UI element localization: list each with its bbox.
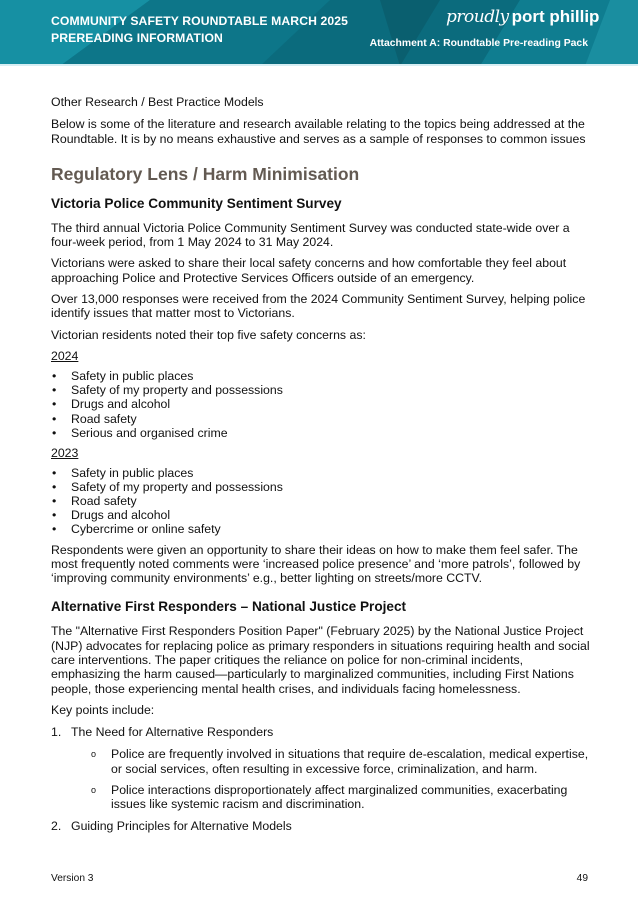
- year-heading-2023: 2023: [51, 445, 79, 460]
- sub-points-list: [71, 747, 591, 811]
- bullet-icon: •: [52, 466, 57, 481]
- survey-paragraph-4: Victorian residents noted their top five safety concerns as:: [51, 327, 366, 342]
- bullet-icon: •: [52, 494, 57, 509]
- document-title: [51, 13, 348, 47]
- njp-heading: Alternative First Responders – National Justice Project: [51, 599, 407, 615]
- njp-paragraph: The "Alternative First Responders Position Paper" (February 2025) by the National Justice Project (NJP) advocates for replacing police as primary responders in situations requiring health and social care interventions. The paper critiques the reliance on police for non-criminal incidents, emphasizing the harm caused—particularly to marginalized communities, including First Nations people, those experiencing mental health crises, and individuals facing homelessness.: [51, 624, 590, 696]
- concerns-list-2023: [51, 466, 591, 536]
- page-content: [51, 95, 591, 840]
- key-points-label: Key points include:: [51, 702, 155, 717]
- list-number: 1.: [51, 725, 62, 740]
- survey-paragraph-2: Victorians were asked to share their local safety concerns and how comfortable they feel about approaching Police and Protective Services Officers outside of an emergency.: [51, 256, 567, 285]
- bullet-icon: •: [52, 397, 57, 412]
- key-points-list: [51, 725, 591, 833]
- survey-paragraph-3: Over 13,000 responses were received from the 2024 Community Sentiment Survey, helping police identify issues that matter most to Victorians.: [51, 292, 586, 321]
- title-line-2: PREREADING INFORMATION: [51, 31, 223, 45]
- list-number: 2.: [51, 818, 62, 833]
- list-item: • Safety in public places: [52, 466, 194, 481]
- attachment-label: Attachment A: Roundtable Pre-reading Pack: [369, 38, 588, 49]
- bullet-icon: •: [52, 508, 57, 523]
- logo-bold-text: port phillip: [511, 7, 600, 26]
- list-item: • Safety of my property and possessions: [52, 480, 283, 495]
- survey-heading: Victoria Police Community Sentiment Survey: [51, 195, 342, 211]
- list-item: • Cybercrime or online safety: [52, 522, 221, 537]
- key-point-title: Guiding Principles for Alternative Models: [71, 818, 292, 833]
- list-item: • Drugs and alcohol: [52, 397, 171, 412]
- section-heading: Regulatory Lens / Harm Minimisation: [51, 163, 360, 184]
- list-item: • Safety in public places: [52, 369, 194, 384]
- key-point-title: The Need for Alternative Responders: [71, 725, 274, 740]
- logo-script-text: proudly: [446, 7, 509, 27]
- list-item: • Safety of my property and possessions: [52, 383, 283, 398]
- concerns-list-2024: [51, 369, 591, 439]
- header-banner: [0, 0, 638, 66]
- key-point-item: [51, 725, 591, 811]
- list-item: • Serious and organised crime: [52, 425, 228, 440]
- list-item: • Road safety: [52, 494, 137, 509]
- intro-paragraph: Below is some of the literature and research available relating to the topics being addressed at the Roundtable. It is by no means exhaustive and serves as a sample of responses to common issues: [51, 117, 586, 146]
- bullet-icon: •: [52, 522, 57, 537]
- bullet-icon: •: [52, 411, 57, 426]
- list-item: • Road safety: [52, 411, 137, 426]
- hollow-bullet-icon: o: [91, 749, 97, 760]
- survey-closing-paragraph: Respondents were given an opportunity to share their ideas on how to make them feel safer. The most frequently noted comments were ‘increased police presence’ and ‘more patrols’, followed by ‘improving community environments’ e.g., better lighting on streets/more CCTV.: [51, 542, 581, 586]
- list-item: • Drugs and alcohol: [52, 508, 171, 523]
- hollow-bullet-icon: o: [91, 785, 97, 796]
- footer-version: Version 3: [51, 873, 94, 884]
- intro-label: Other Research / Best Practice Models: [51, 95, 264, 109]
- bullet-icon: •: [52, 425, 57, 440]
- banner-edge: [0, 64, 638, 66]
- footer-page-number: 49: [576, 873, 588, 884]
- bullet-icon: •: [52, 369, 57, 384]
- title-line-1: COMMUNITY SAFETY ROUNDTABLE MARCH 2025: [51, 14, 349, 28]
- sub-point-item: o Police are frequently involved in situations that require de-escalation, medical expertise, or social services, often resulting in excessive force, criminalization, and harm.: [91, 747, 589, 776]
- bullet-icon: •: [52, 383, 57, 398]
- sub-point-item: o Police interactions disproportionately affect marginalized communities, exacerbating issues like systemic racism and discrimination.: [91, 783, 568, 812]
- bullet-icon: •: [52, 480, 57, 495]
- survey-paragraph-1: The third annual Victoria Police Community Sentiment Survey was conducted state-wide over a four-week period, from 1 May 2024 to 31 May 2024.: [51, 220, 570, 250]
- port-phillip-logo: [446, 7, 599, 27]
- year-heading-2024: 2024: [51, 348, 79, 363]
- key-point-item: [51, 819, 591, 833]
